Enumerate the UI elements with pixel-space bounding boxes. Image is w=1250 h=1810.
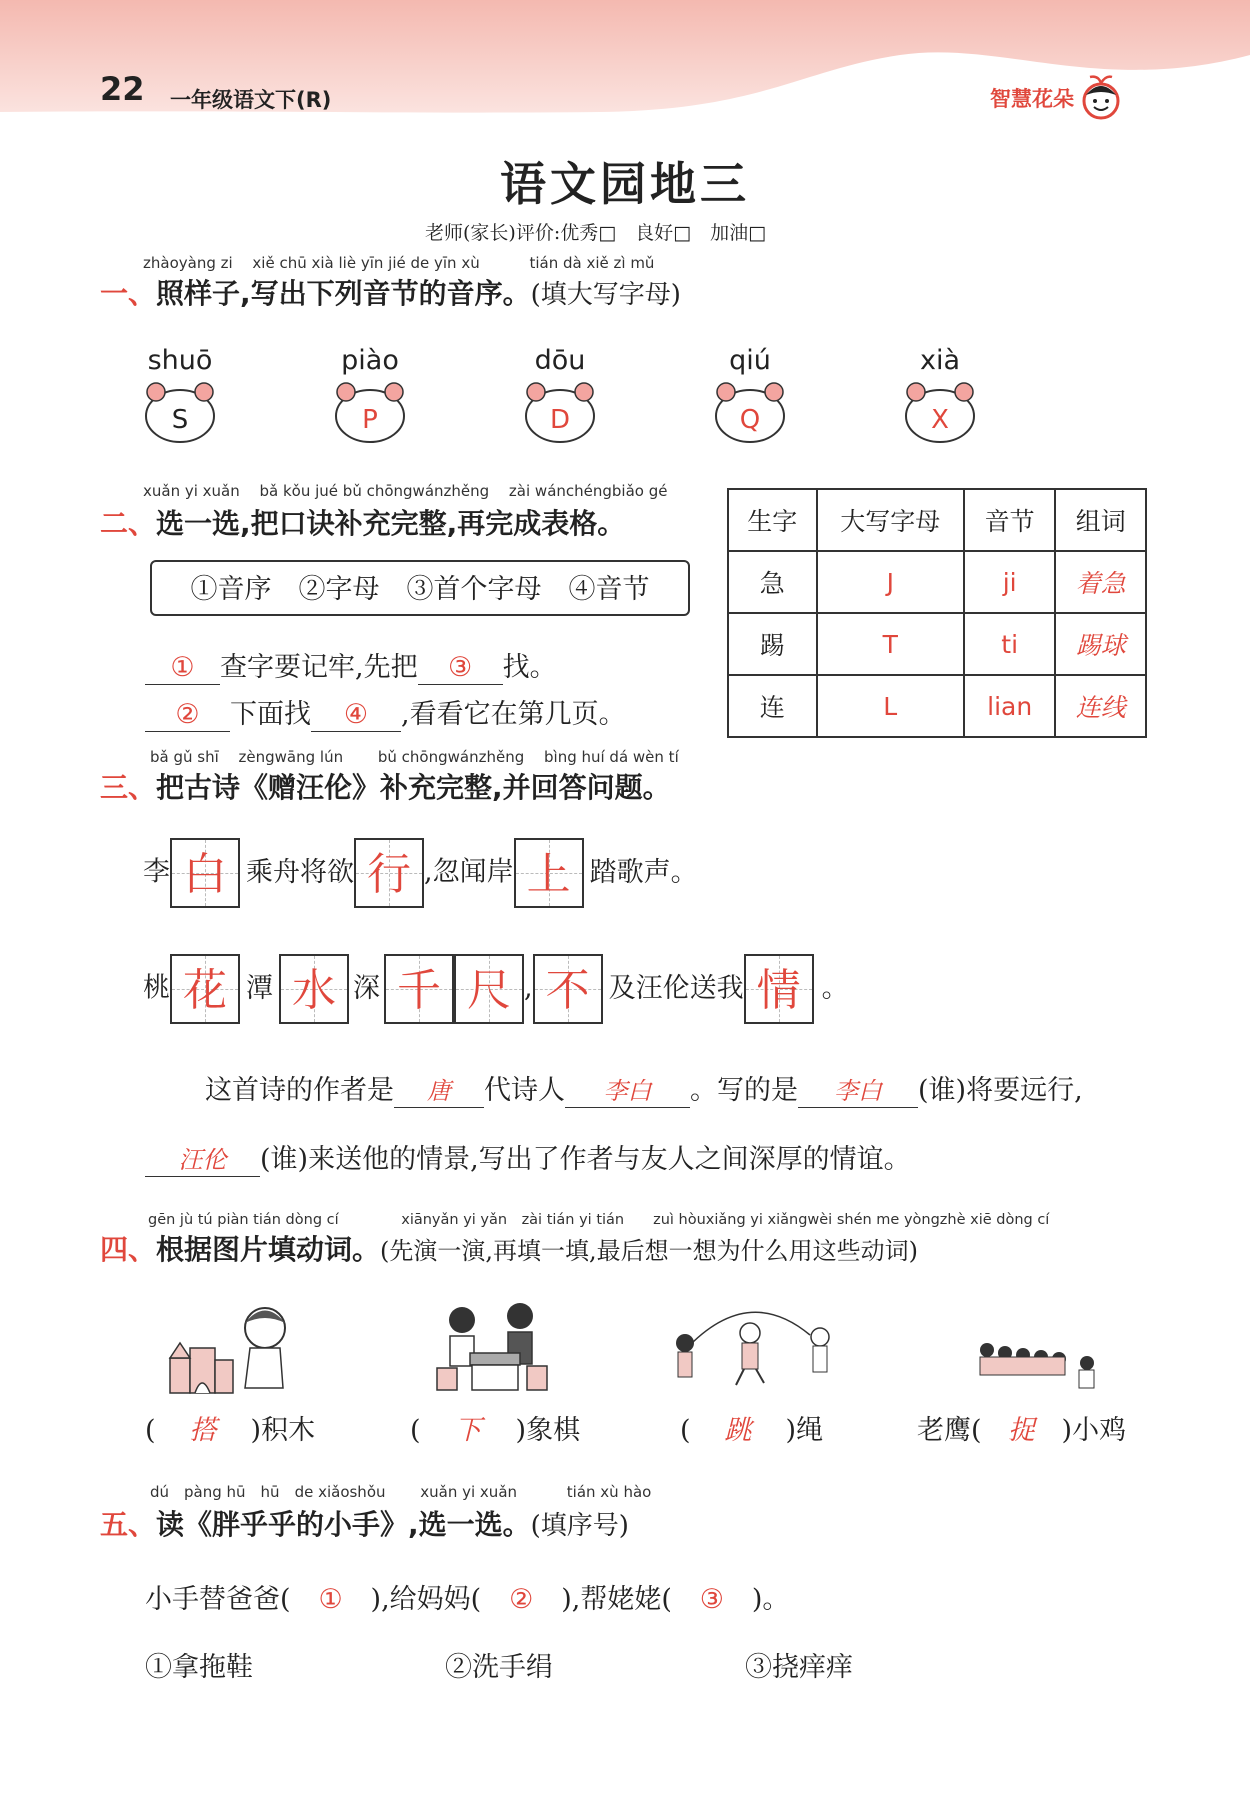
char-box[interactable]: 不	[533, 954, 603, 1024]
char-box[interactable]: 白	[170, 838, 240, 908]
blank[interactable]: ①	[145, 652, 220, 685]
option-item: ③挠痒痒	[745, 1652, 853, 1683]
blank[interactable]: ③	[418, 652, 503, 685]
table-header-row	[728, 489, 1146, 551]
table-header: 大写字母	[817, 489, 964, 551]
option-item: ②洗手绢	[445, 1652, 553, 1683]
syllable: shuō	[147, 345, 213, 376]
char-box[interactable]: 行	[354, 838, 424, 908]
smiley-face-icon	[1078, 75, 1124, 121]
table-row	[728, 613, 1146, 675]
chess-players-illustration	[432, 1298, 552, 1398]
s2-line1: ① 查字要记牢,先把 ③ 找。	[145, 645, 557, 685]
s2-title: 选一选,把口诀补充完整,再完成表格。	[156, 507, 626, 540]
verb-answer[interactable]: 搭	[189, 1415, 217, 1446]
table-cell: 踢球	[1055, 613, 1146, 675]
s5-question: 小手替爸爸( ① ),给妈妈( ② ),帮姥姥( ③ )。	[145, 1584, 790, 1615]
verb-item: 老鹰( 捉 )小鸡	[917, 1408, 1126, 1447]
table-header: 组词	[1055, 489, 1146, 551]
s2-heading	[100, 502, 625, 542]
pig-item	[510, 345, 610, 450]
book-title: 一年级语文下(R)	[170, 88, 332, 112]
building-blocks-illustration	[165, 1298, 295, 1398]
table-header: 生字	[728, 489, 817, 551]
s5-pinyin: dú pàng hū hū de xiǎoshǒu xuǎn yi xuǎn tián xù hào	[150, 1483, 652, 1501]
blank[interactable]: ②	[145, 699, 230, 732]
pig-answer: X	[931, 405, 949, 435]
brand-text: 智慧花朵	[990, 87, 1074, 111]
table-cell: 着急	[1055, 551, 1146, 613]
char-box[interactable]: 尺	[454, 954, 524, 1024]
s4-number: 四、	[100, 1233, 157, 1266]
blank[interactable]: 李白	[798, 1075, 918, 1108]
pig-item	[700, 345, 800, 450]
table-row	[728, 551, 1146, 613]
verb-answer[interactable]: 跳	[724, 1415, 752, 1446]
s4-title: 根据图片填动词。	[156, 1233, 381, 1266]
s1-title: 照样子,写出下列音节的音序。	[156, 277, 531, 310]
s5-heading	[100, 1503, 629, 1543]
pig-item	[130, 345, 230, 450]
table-cell: 急	[728, 551, 817, 613]
char-box[interactable]: 水	[279, 954, 349, 1024]
s2-options-box: ①音序 ②字母 ③首个字母 ④音节	[150, 560, 690, 616]
blank[interactable]: ④	[311, 699, 401, 732]
table-cell: L	[817, 675, 964, 737]
option-item: ①拿拖鞋	[145, 1652, 253, 1683]
s3-pinyin: bǎ gǔ shī zèngwāng lún bǔ chōngwánzhěng bìng huí dá wèn tí	[150, 748, 679, 766]
choice-answer[interactable]: ②	[509, 1584, 534, 1615]
blank[interactable]: 李白	[565, 1075, 690, 1108]
verb-item: ( 搭 )积木	[145, 1408, 315, 1447]
poem-line-1: 李 白 乘舟将欲 行 ,忽闻岸 上 踏歌声。	[143, 838, 698, 908]
table-cell: 踢	[728, 613, 817, 675]
jump-rope-illustration	[670, 1305, 840, 1395]
pig-item	[890, 345, 990, 450]
brand-logo	[990, 75, 1124, 121]
pig-answer: Q	[739, 405, 761, 435]
table-cell: ti	[964, 613, 1056, 675]
verb-item: ( 跳 )绳	[680, 1408, 823, 1447]
verb-answer[interactable]: 下	[454, 1415, 482, 1446]
char-box[interactable]: 千	[384, 954, 454, 1024]
s2-pinyin: xuǎn yi xuǎn bǎ kǒu jué bǔ chōngwánzhěng zài wánchéngbiǎo gé	[143, 482, 668, 500]
s2-line2: ② 下面找 ④ ,看看它在第几页。	[145, 692, 626, 732]
syllable: dōu	[534, 345, 586, 376]
table-header: 音节	[964, 489, 1056, 551]
char-table	[727, 488, 1147, 738]
syllable: xià	[919, 345, 961, 376]
choice-answer[interactable]: ③	[699, 1584, 724, 1615]
s3-question-2: 汪伦 (谁)来送他的情景,写出了作者与友人之间深厚的情谊。	[145, 1137, 911, 1177]
syllable: qiú	[729, 345, 771, 376]
s1-number: 一、	[100, 277, 157, 310]
table-cell: ji	[964, 551, 1056, 613]
poem-line-2: 桃 花 潭 水 深 千 尺 , 不 及汪伦送我 情 。	[143, 954, 849, 1024]
table-cell: J	[817, 551, 964, 613]
s3-question-1: 这首诗的作者是 唐 代诗人 李白 。写的是 李白 (谁)将要远行,	[205, 1075, 1083, 1106]
pig-answer: D	[549, 405, 571, 435]
pig-answer: P	[362, 405, 378, 435]
pig-answer: S	[171, 405, 189, 435]
char-box[interactable]: 情	[744, 954, 814, 1024]
s4-note: (先演一演,再填一填,最后想一想为什么用这些动词)	[380, 1237, 919, 1265]
eagle-chick-game-illustration	[975, 1335, 1100, 1395]
s1-pinyin: zhàoyàng zi xiě chū xià liè yīn jié de yīn xù tián dà xiě zì mǔ	[143, 254, 655, 272]
verb-answer[interactable]: 捉	[1008, 1415, 1036, 1446]
table-cell: lian	[964, 675, 1056, 737]
s1-heading	[100, 272, 681, 312]
blank[interactable]: 唐	[394, 1075, 484, 1108]
s5-number: 五、	[100, 1508, 157, 1541]
s5-note: (填序号)	[530, 1511, 629, 1541]
table-row	[728, 675, 1146, 737]
table-cell: T	[817, 613, 964, 675]
s3-number: 三、	[100, 771, 157, 804]
table-cell: 连	[728, 675, 817, 737]
evaluation-line: 老师(家长)评价:优秀□ 良好□ 加油□	[425, 222, 767, 244]
page-number: 22	[100, 70, 145, 108]
s1-note: (填大写字母)	[530, 280, 681, 310]
syllable: piào	[341, 345, 399, 376]
s4-heading	[100, 1228, 918, 1268]
table-cell: 连线	[1055, 675, 1146, 737]
page-title: 语文园地三	[500, 157, 750, 211]
char-box[interactable]: 上	[514, 838, 584, 908]
choice-answer[interactable]: ①	[318, 1584, 343, 1615]
s3-title: 把古诗《赠汪伦》补充完整,并回答问题。	[156, 771, 671, 804]
s5-title: 读《胖乎乎的小手》,选一选。	[156, 1508, 531, 1541]
verb-item: ( 下 )象棋	[410, 1408, 580, 1447]
char-box[interactable]: 花	[170, 954, 240, 1024]
pig-item	[320, 345, 420, 450]
s4-pinyin: gēn jù tú piàn tián dòng cí xiānyǎn yi yǎn zài tián yi tián zuì hòuxiǎng yi xiǎngwèi shén me yòngzhè xiē dòng cí	[148, 1212, 1050, 1228]
s2-number: 二、	[100, 507, 157, 540]
s3-heading	[100, 766, 671, 806]
blank[interactable]: 汪伦	[145, 1144, 260, 1177]
